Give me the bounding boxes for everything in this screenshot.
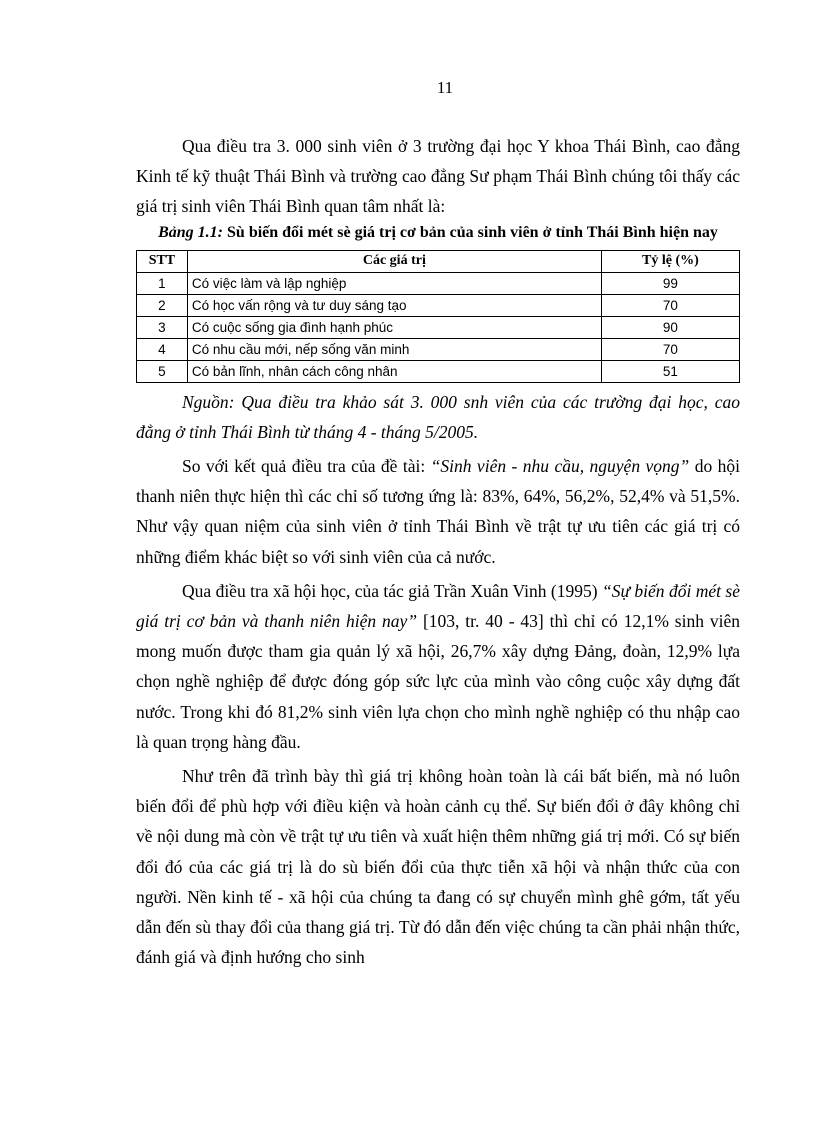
cell-stt: 1 [137,272,188,294]
table-caption-label: Bảng 1.1: [158,223,224,241]
cell-value: Có học vấn rộng và tư duy sáng tạo [187,294,601,316]
paragraph-conclusion: Như trên đã trình bày thì giá trị không hoàn toàn là cái bất biến, mà nó luôn biến đổi để phù hợp với điều kiện và hoàn cảnh cụ thể. Sự biến đổi ở đây không chỉ về nội dung mà còn về trật tự ưu tiên và xuất hiện thêm những giá trị mới. Có sự biến đổi đó của các giá trị là do sù biến đổi của thực tiễn xã hội và nhận thức của con người. Nền kinh tế - xã hội của chúng ta đang có sự chuyển mình ghê gớm, tất yếu dẫn đến sù thay đổi của thang giá trị. Từ đó dẫn đến việc chúng ta cần phải nhận thức, đánh giá và định hướng cho sinh [136,766,740,968]
page-content [136,131,740,972]
table-caption [136,222,740,244]
cell-percent: 70 [601,294,739,316]
cell-percent: 70 [601,338,739,360]
cell-stt: 4 [137,338,188,360]
cell-stt: 3 [137,316,188,338]
header-stt: STT [137,250,188,272]
cell-percent: 90 [601,316,739,338]
cell-value: Có nhu cầu mới, nếp sống văn minh [187,338,601,360]
cell-value: Có cuộc sống gia đình hạnh phúc [187,316,601,338]
cell-value: Có việc làm và lập nghiệp [187,272,601,294]
table-row [137,360,740,382]
cell-stt: 2 [137,294,188,316]
table-row [137,316,740,338]
paragraph-survey-quote: “Sự biến đổi mét sè giá trị cơ bản và thanh niên hiện nay” [136,580,740,632]
intro-paragraph: Qua điều tra 3. 000 sinh viên ở 3 trường đại học Y khoa Thái Bình, cao đẳng Kinh tế kỹ thuật Thái Bình và trường cao đẳng Sư phạm Thái Bình chúng tôi thấy các giá trị sinh viên Thái Bình quan tâm nhất là: [136,136,740,217]
values-table [136,250,740,383]
header-percent: Tỷ lệ (%) [601,250,739,272]
paragraph-survey-text-b: [103, tr. 40 - 43] thì chỉ có 12,1% sinh viên mong muốn được tham gia quản lý xã hội, 26,7% xây dựng Đảng, đoàn, 12,9% lựa chọn nghề nghiệp để được đóng góp sức lực của mình vào công cuộc xây dựng đất nước. Trong khi đó 81,2% sinh viên lựa chọn cho mình nghề nghiệp có thu nhập cao là quan trọng hàng đầu. [136,611,740,752]
table-caption-title: Sù biến đổi mét sè giá trị cơ bản của sinh viên ở tỉnh Thái Bình hiện nay [223,223,718,241]
paragraph-comparison-quote: “Sinh viên - nhu cầu, nguyện vọng” [430,456,690,477]
paragraph-comparison-text-a: So với kết quả điều tra của đề tài: [182,456,431,477]
source-note: Nguồn: Qua điều tra khảo sát 3. 000 snh viên của các trường đại học, cao đẳng ở tỉnh Thái Bình từ tháng 4 - tháng 5/2005. [136,391,740,442]
cell-value: Có bản lĩnh, nhân cách công nhân [187,360,601,382]
paragraph-survey [136,576,740,757]
table-row [137,294,740,316]
cell-percent: 99 [601,272,739,294]
page-number: 11 [436,78,454,97]
table-row [137,338,740,360]
table-row [137,272,740,294]
cell-percent: 51 [601,360,739,382]
cell-stt: 5 [137,360,188,382]
header-values: Các giá trị [187,250,601,272]
paragraph-comparison-text-b: do hội thanh niên thực hiện thì các chỉ số tương ứng là: 83%, 64%, 56,2%, 52,4% và 51,5%. Như vậy quan niệm của sinh viên ở tỉnh Thái Bình về trật tự ưu tiên các giá trị có những điểm khác biệt so với sinh viên của cả nước. [136,456,740,567]
table-header-row [137,250,740,272]
paragraph-comparison [136,451,740,572]
paragraph-survey-text-a: Qua điều tra xã hội học, của tác giả Trần Xuân Vinh (1995) [182,580,602,601]
